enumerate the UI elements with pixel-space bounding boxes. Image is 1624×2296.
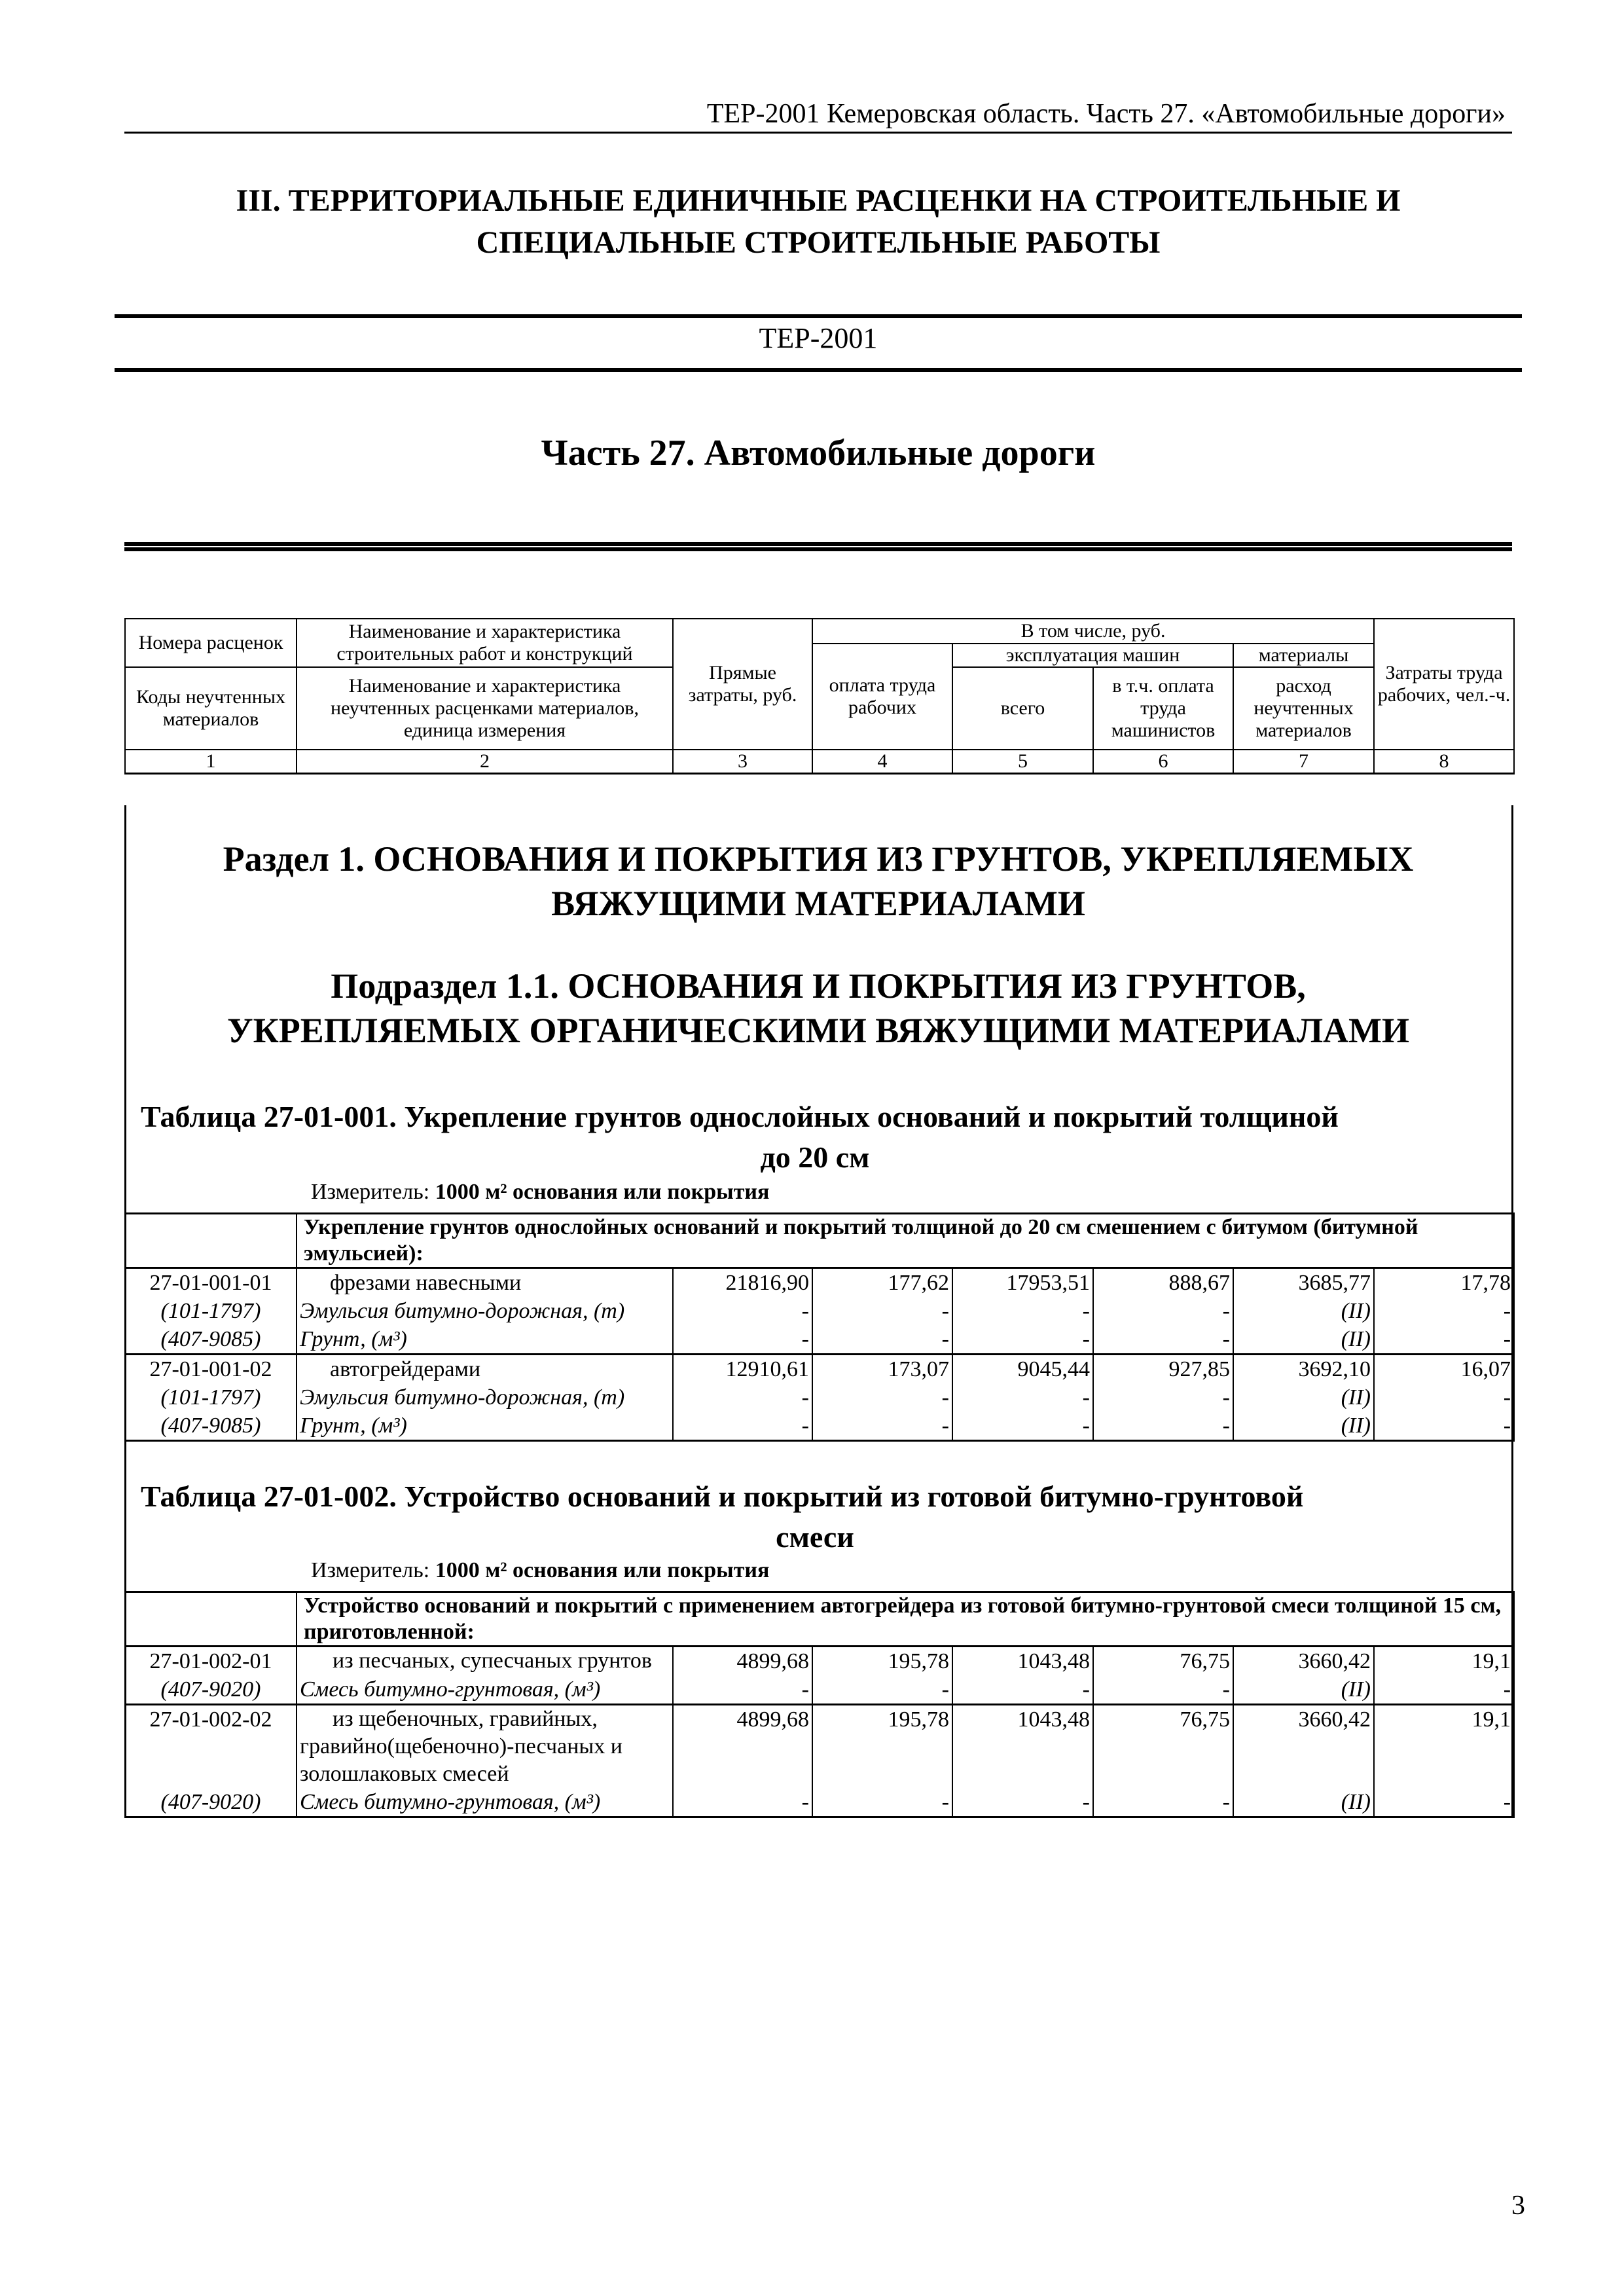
header-c3: Прямые затраты, руб. [673,619,812,750]
cell-c8: - [1374,1383,1514,1412]
cell-c7: (II) [1233,1412,1374,1441]
col-number: 8 [1374,750,1514,774]
cell-c8: 19,1 [1374,1705,1514,1789]
cell-c7: (II) [1233,1297,1374,1325]
cell-c5: - [952,1325,1093,1355]
cell-c4: 195,78 [812,1647,952,1676]
podrazdel-line1: Подраздел 1.1. ОСНОВАНИЯ И ПОКРЫТИЯ ИЗ ГРУНТОВ, [331,966,1306,1006]
rate-code: 27-01-002-02 [125,1705,297,1789]
header-c2-bottom: Наименование и характеристика неучтенных расценками материалов, единица измерения [297,667,673,750]
header-c1-top: Номера расценок [125,619,297,667]
material-name: Смесь битумно-грунтовая, (м³) [297,1675,673,1705]
cell-c6: 888,67 [1093,1268,1233,1298]
caption-blank [125,1214,297,1268]
table1-title-line2: до 20 см [760,1140,870,1174]
table-row [125,1383,1514,1412]
podrazdel-line2: УКРЕПЛЯЕМЫХ ОРГАНИЧЕСКИМИ ВЯЖУЩИМИ МАТЕРИАЛАМИ [226,1011,1410,1050]
cell-c5: 1043,48 [952,1647,1093,1676]
page-number: 3 [1511,2191,1525,2221]
cell-c8: 16,07 [1374,1355,1514,1384]
cell-c4: - [812,1297,952,1325]
table1-caption: Укрепление грунтов однослойных оснований и покрытий толщиной до 20 см смешением с битумом (битумной эмульсией): [297,1214,1514,1268]
podrazdel-heading [131,964,1506,1053]
col-number: 2 [297,750,673,774]
cell-c7: 3692,10 [1233,1355,1374,1384]
cell-c5: - [952,1383,1093,1412]
table2-title [141,1476,1489,1558]
cell-c6: - [1093,1412,1233,1441]
cell-c4: 195,78 [812,1705,952,1789]
cell-c7: (II) [1233,1675,1374,1705]
header-c1-bottom: Коды неучтенных материалов [125,667,297,750]
cell-c8: 19,1 [1374,1647,1514,1676]
material-code: (407-9085) [125,1325,297,1355]
cell-c8: - [1374,1412,1514,1441]
cell-c4: - [812,1788,952,1817]
meter-value: 1000 м² основания или покрытия [435,1180,770,1204]
material-code: (101-1797) [125,1383,297,1412]
header-c7: расход неучтенных материалов [1233,667,1374,750]
cell-c3: 4899,68 [673,1705,812,1789]
cell-c6: - [1093,1297,1233,1325]
rate-code: 27-01-002-01 [125,1647,297,1676]
part-title: Часть 27. Автомобильные дороги [541,433,1096,473]
material-code: (407-9020) [125,1675,297,1705]
cell-c4: - [812,1383,952,1412]
material-name: Эмульсия битумно-дорожная, (т) [297,1383,673,1412]
cell-c6: - [1093,1325,1233,1355]
col-number: 4 [812,750,952,774]
cell-c3: - [673,1383,812,1412]
table1-meter [311,1180,769,1205]
table1-data [124,1212,1515,1442]
razdel-heading [131,837,1506,926]
material-name: Грунт, (м³) [297,1412,673,1441]
ter-label: ТЕР-2001 [759,322,878,354]
cell-c3: 4899,68 [673,1647,812,1676]
cell-c8: - [1374,1675,1514,1705]
rate-code: 27-01-001-02 [125,1355,297,1384]
cell-c5: 17953,51 [952,1268,1093,1298]
col-number: 7 [1233,750,1374,774]
cell-c4: - [812,1412,952,1441]
cell-c4: - [812,1675,952,1705]
table-row [125,1325,1514,1355]
header-machines: эксплуатация машин [952,644,1233,667]
table1-title [141,1097,1489,1178]
material-name: Эмульсия битумно-дорожная, (т) [297,1297,673,1325]
running-header: ТЕР-2001 Кемеровская область. Часть 27. «Автомобильные дороги» [706,99,1506,129]
header-materials: материалы [1233,644,1374,667]
cell-c3: - [673,1788,812,1817]
cell-c8: 17,78 [1374,1268,1514,1298]
cell-c6: 927,85 [1093,1355,1233,1384]
cell-c5: - [952,1297,1093,1325]
cell-c5: - [952,1788,1093,1817]
material-code: (407-9085) [125,1412,297,1441]
table2-caption: Устройство оснований и покрытий с применением автогрейдера из готовой битумно-грунтовой смеси толщиной 15 см, приготовленной: [297,1592,1514,1647]
cell-c7: (II) [1233,1788,1374,1817]
cell-c8: - [1374,1325,1514,1355]
material-code: (407-9020) [125,1788,297,1817]
razdel-line1: Раздел 1. ОСНОВАНИЯ И ПОКРЫТИЯ ИЗ ГРУНТОВ, УКРЕПЛЯЕМЫХ [223,839,1414,879]
work-name: фрезами навесными [297,1268,673,1298]
cell-c4: 177,62 [812,1268,952,1298]
cell-c3: 21816,90 [673,1268,812,1298]
table-row [125,1355,1514,1384]
col-number: 5 [952,750,1093,774]
table-row [125,1647,1514,1676]
material-code: (101-1797) [125,1297,297,1325]
cell-c7: 3660,42 [1233,1705,1374,1789]
cell-c3: - [673,1325,812,1355]
table2-meter [311,1558,769,1583]
table2-title-line1: Таблица 27-01-002. Устройство оснований и покрытий из готовой битумно-грунтовой [141,1480,1304,1513]
cell-c4: 173,07 [812,1355,952,1384]
header-c5: всего [952,667,1093,750]
section-title-line1: III. ТЕРРИТОРИАЛЬНЫЕ ЕДИНИЧНЫЕ РАСЦЕНКИ НА СТРОИТЕЛЬНЫЕ И [236,183,1401,218]
razdel-line2: ВЯЖУЩИМИ МАТЕРИАЛАМИ [551,884,1085,923]
cell-c3: 12910,61 [673,1355,812,1384]
section-title [124,180,1512,264]
cell-c5: 1043,48 [952,1705,1093,1789]
cell-c6: - [1093,1788,1233,1817]
meter-value: 1000 м² основания или покрытия [435,1558,770,1582]
rate-code: 27-01-001-01 [125,1268,297,1298]
table-row [125,1675,1514,1705]
cell-c7: 3660,42 [1233,1647,1374,1676]
section-title-line2: СПЕЦИАЛЬНЫЕ СТРОИТЕЛЬНЫЕ РАБОТЫ [476,225,1161,260]
col-number: 1 [125,750,297,774]
column-header-table [124,618,1515,774]
header-rule [124,132,1512,134]
table-row [125,1297,1514,1325]
header-c4: оплата труда рабочих [812,644,952,750]
cell-c8: - [1374,1788,1514,1817]
table-row [125,1788,1514,1817]
caption-blank [125,1592,297,1647]
meter-label: Измеритель: [311,1558,430,1582]
cell-c6: 76,75 [1093,1647,1233,1676]
cell-c3: - [673,1412,812,1441]
header-incl: В том числе, руб. [812,619,1374,644]
cell-c6: - [1093,1383,1233,1412]
cell-c3: - [673,1297,812,1325]
material-name: Грунт, (м³) [297,1325,673,1355]
col-number: 3 [673,750,812,774]
work-name: из песчаных, супесчаных грунтов [297,1647,673,1676]
header-c2-top: Наименование и характеристика строительных работ и конструкций [297,619,673,667]
work-name: автогрейдерами [297,1355,673,1384]
cell-c7: (II) [1233,1325,1374,1355]
col-number: 6 [1093,750,1233,774]
double-rule [124,542,1512,551]
cell-c7: (II) [1233,1383,1374,1412]
cell-c7: 3685,77 [1233,1268,1374,1298]
table-row [125,1268,1514,1298]
header-c6: в т.ч. оплата труда машинистов [1093,667,1233,750]
cell-c5: - [952,1412,1093,1441]
cell-c6: - [1093,1675,1233,1705]
table2-data [124,1591,1515,1818]
cell-c4: - [812,1325,952,1355]
cell-c6: 76,75 [1093,1705,1233,1789]
table-row [125,1705,1514,1789]
table-row [125,1412,1514,1441]
header-c8: Затраты труда рабочих, чел.-ч. [1374,619,1514,750]
cell-c3: - [673,1675,812,1705]
work-name: из щебеночных, гравийных, гравийно(щебеночно)-песчаных и золошлаковых смесей [297,1705,673,1789]
material-name: Смесь битумно-грунтовая, (м³) [297,1788,673,1817]
cell-c5: 9045,44 [952,1355,1093,1384]
table1-title-line1: Таблица 27-01-001. Укрепление грунтов однослойных оснований и покрытий толщиной [141,1100,1339,1133]
meter-label: Измеритель: [311,1180,430,1204]
table2-title-line2: смеси [776,1520,854,1554]
cell-c8: - [1374,1297,1514,1325]
cell-c5: - [952,1675,1093,1705]
